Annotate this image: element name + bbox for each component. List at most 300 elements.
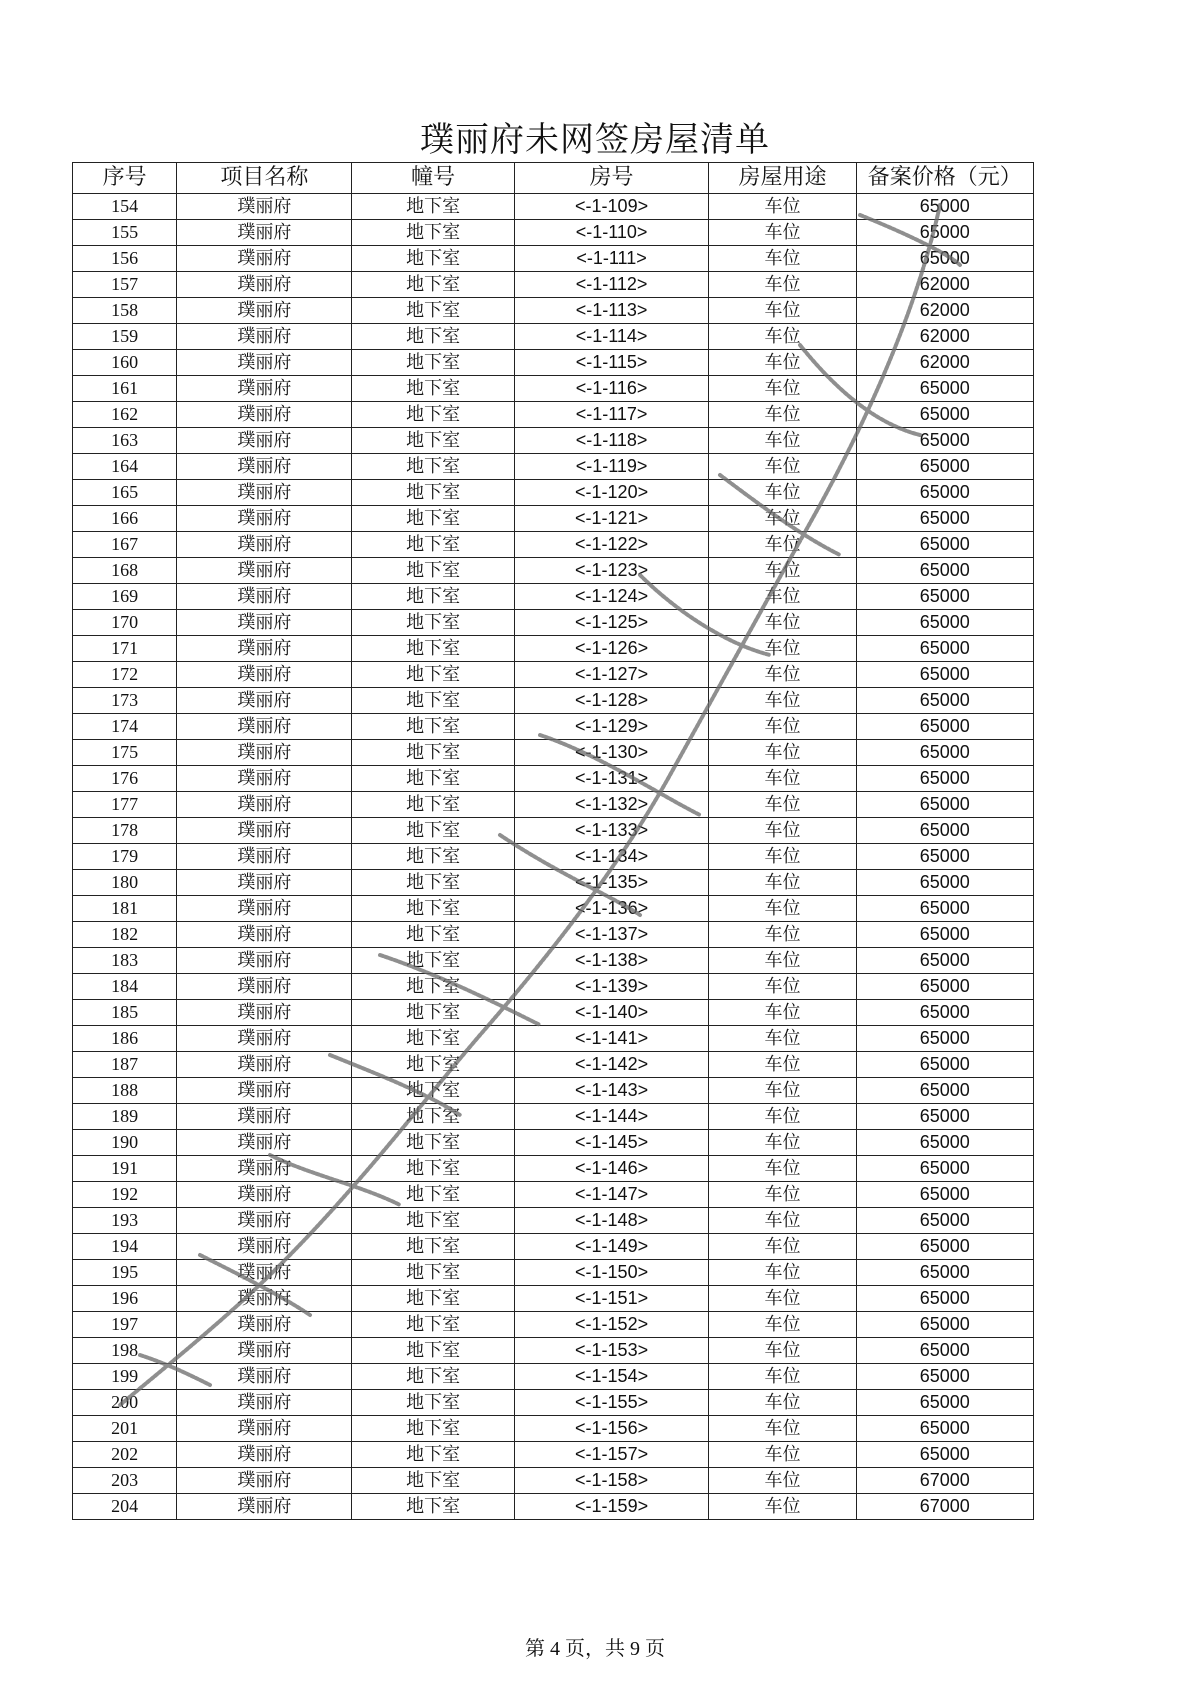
cell-serial: 171 <box>73 636 177 662</box>
cell-price: 65000 <box>856 480 1033 506</box>
cell-price: 67000 <box>856 1494 1033 1520</box>
table-row <box>73 662 1034 688</box>
cell-project-name: 璞丽府 <box>177 662 352 688</box>
cell-room: <-1-141> <box>514 1026 709 1052</box>
cell-room: <-1-111> <box>514 246 709 272</box>
table-row <box>73 1494 1034 1520</box>
table-row <box>73 1078 1034 1104</box>
cell-usage: 车位 <box>709 376 856 402</box>
table-row <box>73 506 1034 532</box>
cell-room: <-1-123> <box>514 558 709 584</box>
table-row <box>73 532 1034 558</box>
cell-room: <-1-138> <box>514 948 709 974</box>
cell-price: 65000 <box>856 1286 1033 1312</box>
cell-room: <-1-154> <box>514 1364 709 1390</box>
cell-usage: 车位 <box>709 1416 856 1442</box>
cell-building: 地下室 <box>352 792 514 818</box>
table-row <box>73 792 1034 818</box>
cell-building: 地下室 <box>352 714 514 740</box>
cell-serial: 158 <box>73 298 177 324</box>
cell-price: 65000 <box>856 558 1033 584</box>
cell-building: 地下室 <box>352 1390 514 1416</box>
cell-building: 地下室 <box>352 688 514 714</box>
cell-price: 65000 <box>856 454 1033 480</box>
cell-room: <-1-135> <box>514 870 709 896</box>
cell-project-name: 璞丽府 <box>177 350 352 376</box>
cell-building: 地下室 <box>352 584 514 610</box>
cell-usage: 车位 <box>709 844 856 870</box>
cell-serial: 161 <box>73 376 177 402</box>
cell-usage: 车位 <box>709 1260 856 1286</box>
cell-serial: 164 <box>73 454 177 480</box>
cell-usage: 车位 <box>709 1338 856 1364</box>
cell-serial: 200 <box>73 1390 177 1416</box>
page-footer: 第 4 页，共 9 页 <box>525 1638 665 1660</box>
table-row <box>73 1260 1034 1286</box>
cell-price: 67000 <box>856 1468 1033 1494</box>
table-row <box>73 246 1034 272</box>
cell-room: <-1-149> <box>514 1234 709 1260</box>
cell-room: <-1-116> <box>514 376 709 402</box>
cell-project-name: 璞丽府 <box>177 610 352 636</box>
cell-project-name: 璞丽府 <box>177 1286 352 1312</box>
cell-room: <-1-143> <box>514 1078 709 1104</box>
cell-usage: 车位 <box>709 610 856 636</box>
cell-project-name: 璞丽府 <box>177 1026 352 1052</box>
cell-usage: 车位 <box>709 1104 856 1130</box>
cell-usage: 车位 <box>709 272 856 298</box>
cell-price: 65000 <box>856 1364 1033 1390</box>
cell-room: <-1-115> <box>514 350 709 376</box>
cell-usage: 车位 <box>709 558 856 584</box>
cell-usage: 车位 <box>709 766 856 792</box>
cell-project-name: 璞丽府 <box>177 844 352 870</box>
cell-usage: 车位 <box>709 1182 856 1208</box>
cell-project-name: 璞丽府 <box>177 948 352 974</box>
cell-room: <-1-127> <box>514 662 709 688</box>
cell-usage: 车位 <box>709 532 856 558</box>
cell-room: <-1-152> <box>514 1312 709 1338</box>
table-row <box>73 1338 1034 1364</box>
cell-usage: 车位 <box>709 194 856 220</box>
table-row <box>73 1234 1034 1260</box>
cell-price: 65000 <box>856 636 1033 662</box>
table-row <box>73 1104 1034 1130</box>
cell-price: 65000 <box>856 870 1033 896</box>
cell-usage: 车位 <box>709 246 856 272</box>
cell-price: 65000 <box>856 194 1033 220</box>
cell-room: <-1-136> <box>514 896 709 922</box>
table-row <box>73 1416 1034 1442</box>
cell-room: <-1-130> <box>514 740 709 766</box>
cell-project-name: 璞丽府 <box>177 1182 352 1208</box>
cell-price: 65000 <box>856 610 1033 636</box>
cell-room: <-1-114> <box>514 324 709 350</box>
cell-usage: 车位 <box>709 324 856 350</box>
cell-serial: 176 <box>73 766 177 792</box>
cell-building: 地下室 <box>352 558 514 584</box>
table-row <box>73 1442 1034 1468</box>
table-row <box>73 1182 1034 1208</box>
table-row <box>73 948 1034 974</box>
cell-room: <-1-122> <box>514 532 709 558</box>
cell-building: 地下室 <box>352 1338 514 1364</box>
cell-project-name: 璞丽府 <box>177 584 352 610</box>
cell-price: 65000 <box>856 662 1033 688</box>
cell-room: <-1-120> <box>514 480 709 506</box>
header-serial: 序号 <box>73 163 177 194</box>
cell-room: <-1-142> <box>514 1052 709 1078</box>
cell-project-name: 璞丽府 <box>177 1364 352 1390</box>
cell-room: <-1-137> <box>514 922 709 948</box>
cell-project-name: 璞丽府 <box>177 1468 352 1494</box>
cell-price: 65000 <box>856 1390 1033 1416</box>
cell-usage: 车位 <box>709 1286 856 1312</box>
cell-price: 65000 <box>856 896 1033 922</box>
cell-building: 地下室 <box>352 402 514 428</box>
cell-project-name: 璞丽府 <box>177 870 352 896</box>
cell-project-name: 璞丽府 <box>177 428 352 454</box>
cell-room: <-1-109> <box>514 194 709 220</box>
cell-building: 地下室 <box>352 844 514 870</box>
table-row <box>73 402 1034 428</box>
cell-project-name: 璞丽府 <box>177 1234 352 1260</box>
cell-price: 65000 <box>856 1182 1033 1208</box>
cell-project-name: 璞丽府 <box>177 1156 352 1182</box>
cell-serial: 198 <box>73 1338 177 1364</box>
cell-price: 65000 <box>856 246 1033 272</box>
cell-project-name: 璞丽府 <box>177 1442 352 1468</box>
cell-price: 65000 <box>856 1052 1033 1078</box>
cell-price: 65000 <box>856 1312 1033 1338</box>
cell-usage: 车位 <box>709 298 856 324</box>
table-row <box>73 1000 1034 1026</box>
cell-room: <-1-140> <box>514 1000 709 1026</box>
cell-usage: 车位 <box>709 1390 856 1416</box>
cell-price: 65000 <box>856 1416 1033 1442</box>
cell-building: 地下室 <box>352 1260 514 1286</box>
header-room: 房号 <box>514 163 709 194</box>
cell-serial: 196 <box>73 1286 177 1312</box>
cell-project-name: 璞丽府 <box>177 1390 352 1416</box>
cell-project-name: 璞丽府 <box>177 1130 352 1156</box>
cell-room: <-1-146> <box>514 1156 709 1182</box>
cell-building: 地下室 <box>352 298 514 324</box>
cell-usage: 车位 <box>709 1052 856 1078</box>
table-row <box>73 896 1034 922</box>
cell-building: 地下室 <box>352 1416 514 1442</box>
cell-project-name: 璞丽府 <box>177 1260 352 1286</box>
cell-project-name: 璞丽府 <box>177 532 352 558</box>
cell-serial: 180 <box>73 870 177 896</box>
cell-price: 65000 <box>856 1338 1033 1364</box>
cell-usage: 车位 <box>709 1234 856 1260</box>
cell-building: 地下室 <box>352 896 514 922</box>
cell-serial: 184 <box>73 974 177 1000</box>
cell-room: <-1-151> <box>514 1286 709 1312</box>
table-row <box>73 1390 1034 1416</box>
cell-usage: 车位 <box>709 1130 856 1156</box>
cell-project-name: 璞丽府 <box>177 376 352 402</box>
cell-room: <-1-132> <box>514 792 709 818</box>
cell-serial: 170 <box>73 610 177 636</box>
cell-price: 65000 <box>856 714 1033 740</box>
cell-serial: 193 <box>73 1208 177 1234</box>
cell-building: 地下室 <box>352 610 514 636</box>
cell-price: 65000 <box>856 792 1033 818</box>
cell-serial: 201 <box>73 1416 177 1442</box>
cell-project-name: 璞丽府 <box>177 1000 352 1026</box>
cell-serial: 155 <box>73 220 177 246</box>
cell-project-name: 璞丽府 <box>177 324 352 350</box>
cell-building: 地下室 <box>352 324 514 350</box>
cell-room: <-1-131> <box>514 766 709 792</box>
cell-serial: 163 <box>73 428 177 454</box>
cell-building: 地下室 <box>352 194 514 220</box>
cell-building: 地下室 <box>352 1442 514 1468</box>
cell-serial: 197 <box>73 1312 177 1338</box>
cell-building: 地下室 <box>352 740 514 766</box>
table-row <box>73 324 1034 350</box>
cell-serial: 175 <box>73 740 177 766</box>
cell-building: 地下室 <box>352 428 514 454</box>
cell-building: 地下室 <box>352 272 514 298</box>
cell-price: 65000 <box>856 688 1033 714</box>
cell-project-name: 璞丽府 <box>177 688 352 714</box>
cell-room: <-1-159> <box>514 1494 709 1520</box>
cell-price: 65000 <box>856 740 1033 766</box>
cell-serial: 204 <box>73 1494 177 1520</box>
cell-usage: 车位 <box>709 688 856 714</box>
cell-room: <-1-139> <box>514 974 709 1000</box>
cell-building: 地下室 <box>352 1364 514 1390</box>
table-row <box>73 376 1034 402</box>
header-usage: 房屋用途 <box>709 163 856 194</box>
cell-serial: 166 <box>73 506 177 532</box>
cell-price: 65000 <box>856 506 1033 532</box>
cell-serial: 173 <box>73 688 177 714</box>
cell-price: 65000 <box>856 1442 1033 1468</box>
cell-building: 地下室 <box>352 350 514 376</box>
cell-project-name: 璞丽府 <box>177 1052 352 1078</box>
cell-building: 地下室 <box>352 870 514 896</box>
table-row <box>73 688 1034 714</box>
table-row <box>73 1312 1034 1338</box>
cell-serial: 182 <box>73 922 177 948</box>
cell-serial: 179 <box>73 844 177 870</box>
cell-price: 65000 <box>856 922 1033 948</box>
cell-project-name: 璞丽府 <box>177 740 352 766</box>
cell-usage: 车位 <box>709 636 856 662</box>
cell-room: <-1-112> <box>514 272 709 298</box>
cell-project-name: 璞丽府 <box>177 636 352 662</box>
cell-project-name: 璞丽府 <box>177 1104 352 1130</box>
cell-room: <-1-125> <box>514 610 709 636</box>
table-row <box>73 298 1034 324</box>
table-row <box>73 1286 1034 1312</box>
cell-room: <-1-153> <box>514 1338 709 1364</box>
cell-price: 65000 <box>856 1260 1033 1286</box>
cell-project-name: 璞丽府 <box>177 220 352 246</box>
cell-price: 65000 <box>856 220 1033 246</box>
cell-project-name: 璞丽府 <box>177 766 352 792</box>
cell-serial: 157 <box>73 272 177 298</box>
cell-building: 地下室 <box>352 1130 514 1156</box>
cell-building: 地下室 <box>352 1026 514 1052</box>
table-row <box>73 714 1034 740</box>
cell-building: 地下室 <box>352 376 514 402</box>
cell-usage: 车位 <box>709 740 856 766</box>
cell-price: 65000 <box>856 584 1033 610</box>
table-row <box>73 584 1034 610</box>
cell-project-name: 璞丽府 <box>177 246 352 272</box>
cell-room: <-1-155> <box>514 1390 709 1416</box>
table-row <box>73 1026 1034 1052</box>
cell-serial: 172 <box>73 662 177 688</box>
cell-building: 地下室 <box>352 1494 514 1520</box>
cell-usage: 车位 <box>709 480 856 506</box>
table-row <box>73 558 1034 584</box>
table-row <box>73 1364 1034 1390</box>
cell-price: 62000 <box>856 272 1033 298</box>
cell-usage: 车位 <box>709 1364 856 1390</box>
cell-price: 65000 <box>856 1156 1033 1182</box>
cell-project-name: 璞丽府 <box>177 1312 352 1338</box>
cell-project-name: 璞丽府 <box>177 1494 352 1520</box>
table-row <box>73 636 1034 662</box>
cell-project-name: 璞丽府 <box>177 402 352 428</box>
table-row <box>73 740 1034 766</box>
cell-building: 地下室 <box>352 766 514 792</box>
cell-project-name: 璞丽府 <box>177 818 352 844</box>
cell-room: <-1-117> <box>514 402 709 428</box>
cell-price: 65000 <box>856 1000 1033 1026</box>
cell-building: 地下室 <box>352 948 514 974</box>
cell-project-name: 璞丽府 <box>177 480 352 506</box>
cell-serial: 162 <box>73 402 177 428</box>
cell-building: 地下室 <box>352 1286 514 1312</box>
cell-price: 65000 <box>856 844 1033 870</box>
cell-price: 65000 <box>856 1208 1033 1234</box>
cell-serial: 178 <box>73 818 177 844</box>
cell-serial: 188 <box>73 1078 177 1104</box>
cell-serial: 189 <box>73 1104 177 1130</box>
cell-price: 65000 <box>856 974 1033 1000</box>
cell-usage: 车位 <box>709 818 856 844</box>
cell-usage: 车位 <box>709 1000 856 1026</box>
cell-room: <-1-126> <box>514 636 709 662</box>
cell-price: 65000 <box>856 428 1033 454</box>
cell-usage: 车位 <box>709 1442 856 1468</box>
cell-building: 地下室 <box>352 1156 514 1182</box>
table-row <box>73 844 1034 870</box>
cell-serial: 199 <box>73 1364 177 1390</box>
cell-building: 地下室 <box>352 1208 514 1234</box>
cell-project-name: 璞丽府 <box>177 896 352 922</box>
table-row <box>73 1208 1034 1234</box>
table-row <box>73 428 1034 454</box>
cell-usage: 车位 <box>709 1156 856 1182</box>
cell-project-name: 璞丽府 <box>177 974 352 1000</box>
cell-serial: 183 <box>73 948 177 974</box>
table-row <box>73 1052 1034 1078</box>
cell-serial: 187 <box>73 1052 177 1078</box>
cell-building: 地下室 <box>352 1052 514 1078</box>
cell-room: <-1-144> <box>514 1104 709 1130</box>
cell-room: <-1-118> <box>514 428 709 454</box>
cell-serial: 191 <box>73 1156 177 1182</box>
header-project-name: 项目名称 <box>177 163 352 194</box>
cell-price: 65000 <box>856 1130 1033 1156</box>
cell-usage: 车位 <box>709 454 856 480</box>
cell-usage: 车位 <box>709 1312 856 1338</box>
cell-room: <-1-113> <box>514 298 709 324</box>
table-body <box>73 194 1034 1520</box>
cell-room: <-1-124> <box>514 584 709 610</box>
cell-project-name: 璞丽府 <box>177 194 352 220</box>
cell-building: 地下室 <box>352 1078 514 1104</box>
cell-building: 地下室 <box>352 818 514 844</box>
cell-building: 地下室 <box>352 1468 514 1494</box>
table-row <box>73 220 1034 246</box>
cell-price: 65000 <box>856 1078 1033 1104</box>
cell-serial: 185 <box>73 1000 177 1026</box>
cell-price: 65000 <box>856 532 1033 558</box>
cell-usage: 车位 <box>709 792 856 818</box>
cell-usage: 车位 <box>709 896 856 922</box>
cell-serial: 154 <box>73 194 177 220</box>
table-row <box>73 480 1034 506</box>
cell-serial: 174 <box>73 714 177 740</box>
cell-building: 地下室 <box>352 1312 514 1338</box>
cell-price: 62000 <box>856 324 1033 350</box>
cell-project-name: 璞丽府 <box>177 1208 352 1234</box>
cell-building: 地下室 <box>352 220 514 246</box>
housing-list-table <box>72 162 1034 1520</box>
cell-usage: 车位 <box>709 1494 856 1520</box>
cell-project-name: 璞丽府 <box>177 714 352 740</box>
cell-room: <-1-147> <box>514 1182 709 1208</box>
cell-building: 地下室 <box>352 922 514 948</box>
cell-serial: 169 <box>73 584 177 610</box>
cell-serial: 203 <box>73 1468 177 1494</box>
table-row <box>73 766 1034 792</box>
cell-building: 地下室 <box>352 506 514 532</box>
table-row <box>73 350 1034 376</box>
cell-usage: 车位 <box>709 870 856 896</box>
table-row <box>73 922 1034 948</box>
cell-serial: 160 <box>73 350 177 376</box>
cell-project-name: 璞丽府 <box>177 922 352 948</box>
cell-usage: 车位 <box>709 948 856 974</box>
cell-price: 65000 <box>856 1026 1033 1052</box>
cell-building: 地下室 <box>352 454 514 480</box>
cell-price: 65000 <box>856 402 1033 428</box>
cell-usage: 车位 <box>709 1078 856 1104</box>
cell-project-name: 璞丽府 <box>177 1078 352 1104</box>
cell-project-name: 璞丽府 <box>177 1338 352 1364</box>
cell-price: 65000 <box>856 766 1033 792</box>
table-row <box>73 272 1034 298</box>
cell-room: <-1-157> <box>514 1442 709 1468</box>
cell-room: <-1-128> <box>514 688 709 714</box>
cell-usage: 车位 <box>709 350 856 376</box>
cell-price: 65000 <box>856 948 1033 974</box>
cell-room: <-1-134> <box>514 844 709 870</box>
cell-usage: 车位 <box>709 922 856 948</box>
cell-serial: 186 <box>73 1026 177 1052</box>
cell-room: <-1-156> <box>514 1416 709 1442</box>
